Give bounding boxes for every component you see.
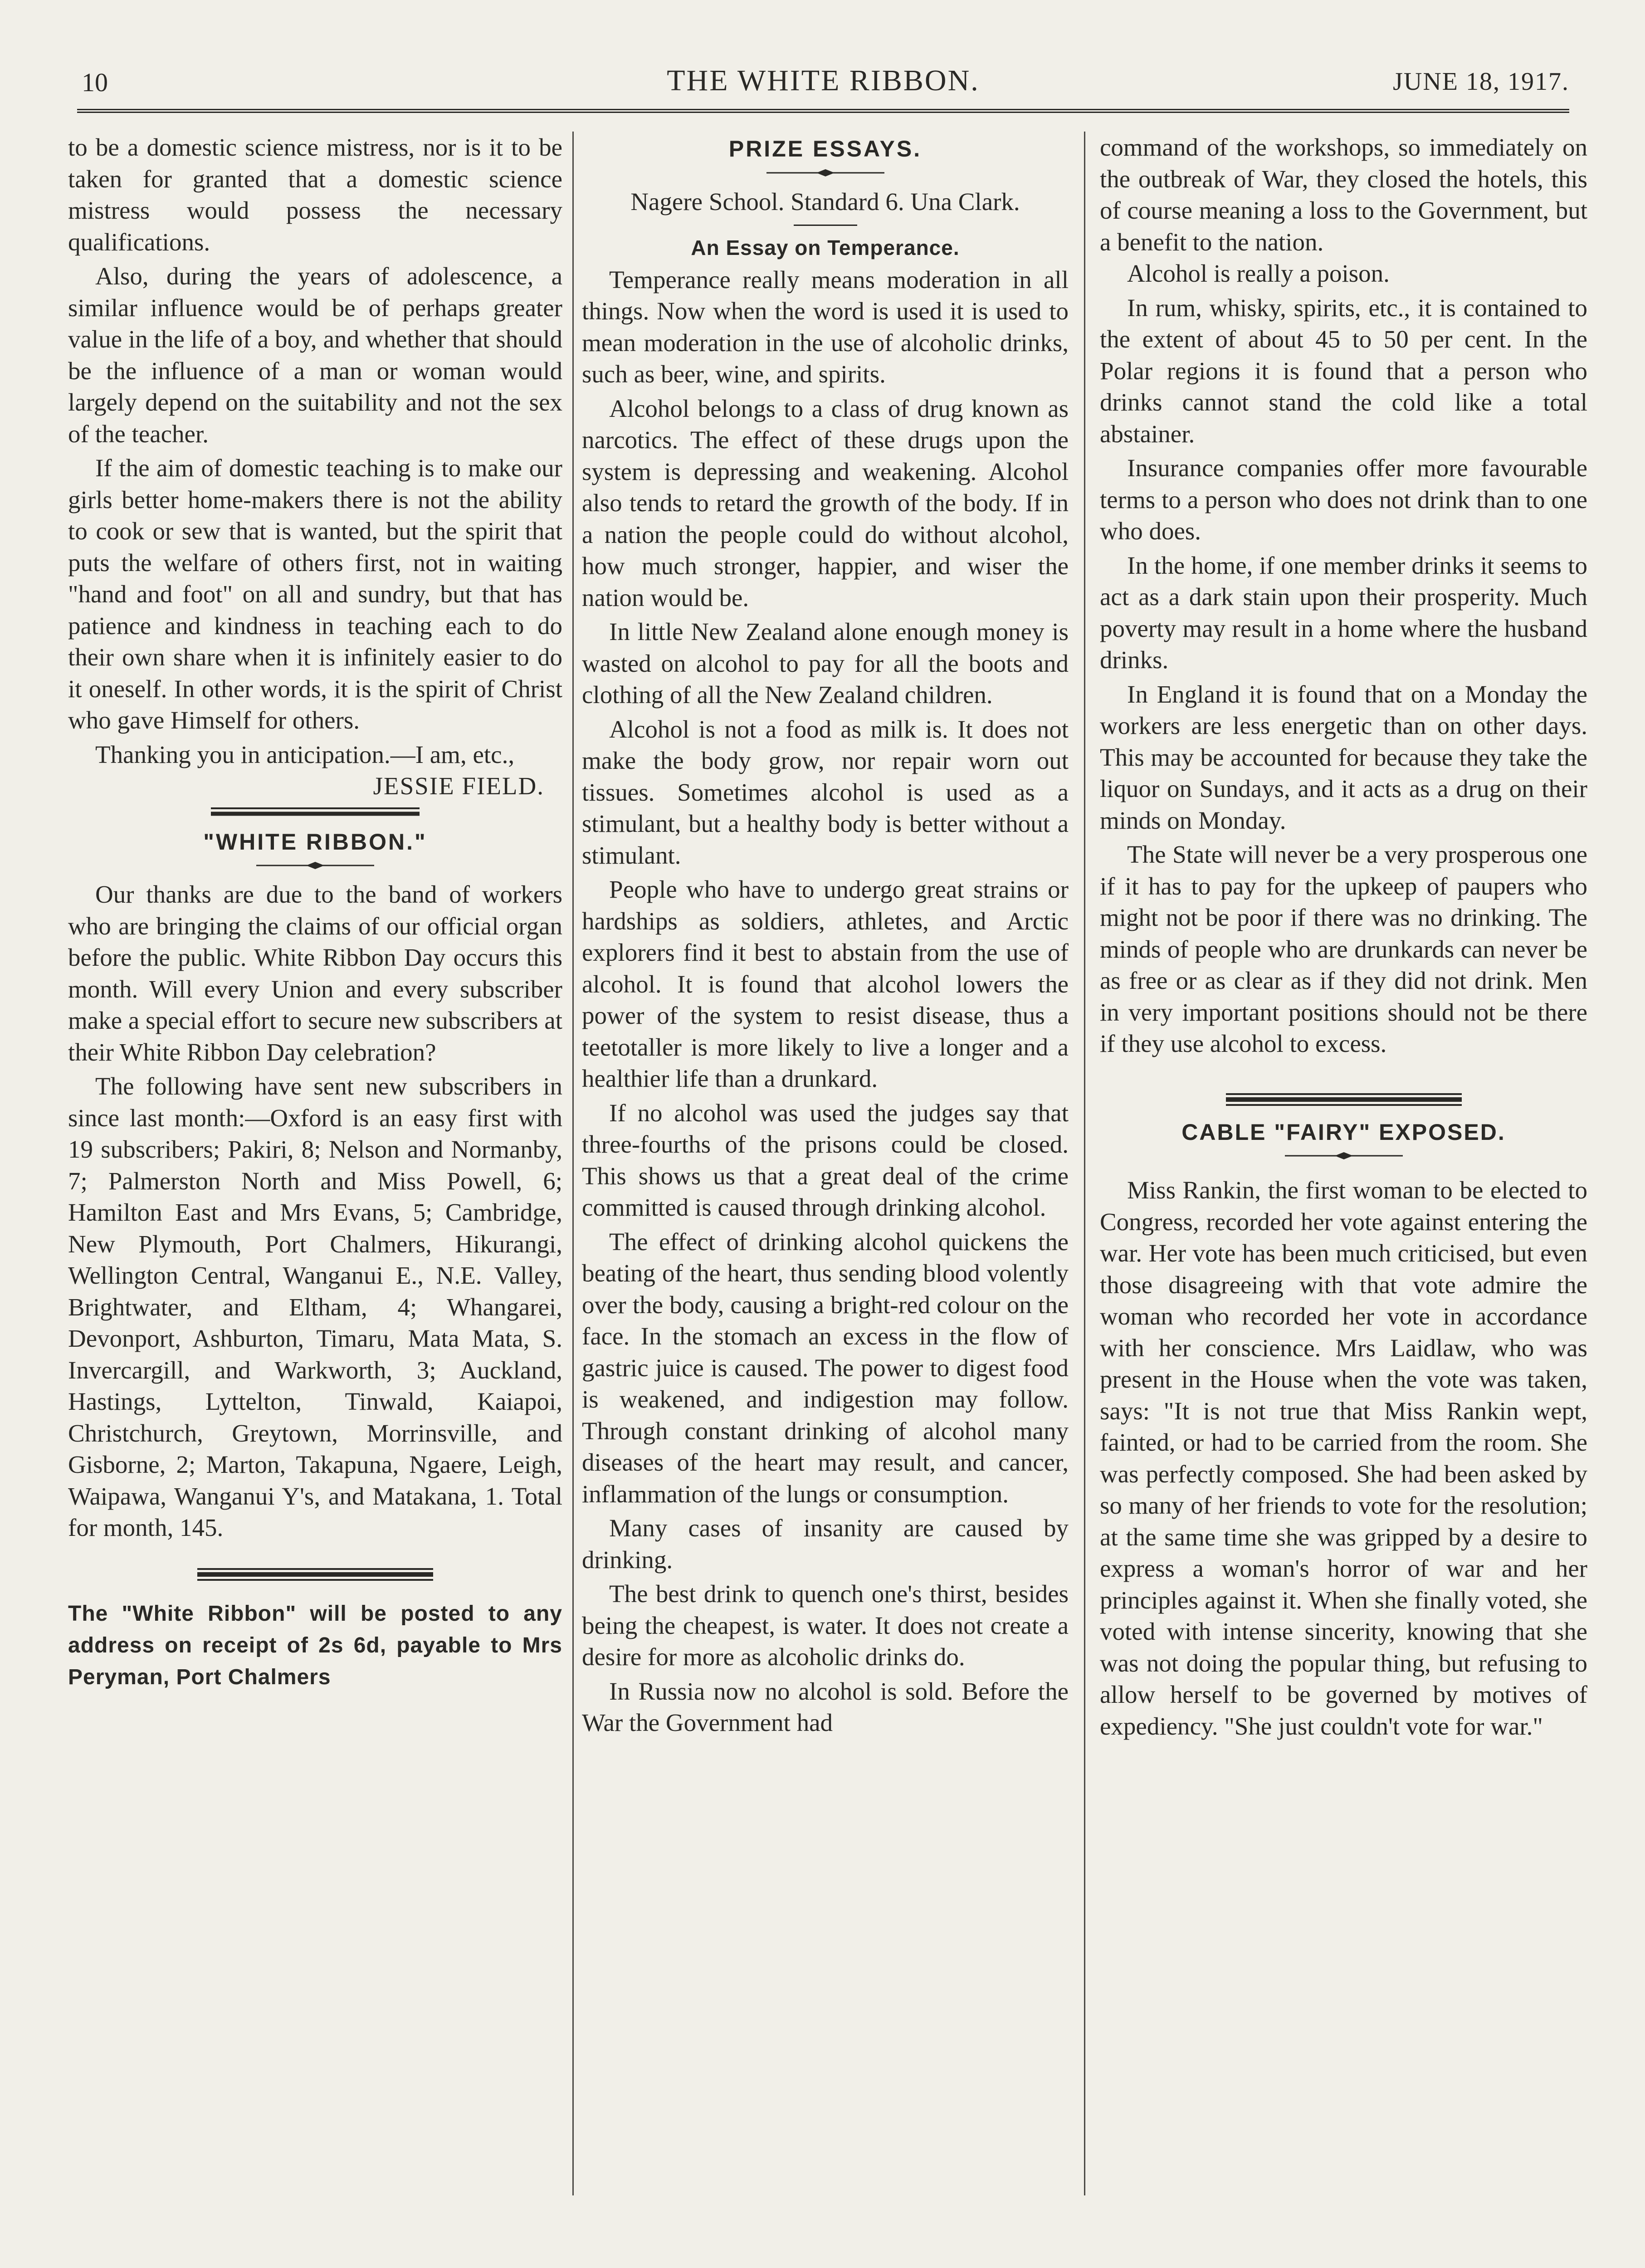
newspaper-title: THE WHITE RIBBON.	[667, 64, 980, 97]
paragraph: If no alcohol was used the judges say that three-fourths of the prisons could be closed. This shows us that a great deal of the crime committed is caused through drinking alcohol.	[582, 1099, 1069, 1221]
paragraph: Many cases of insanity are caused by drinking.	[582, 1514, 1069, 1574]
paragraph: People who have to undergo great strains or hardships as soldiers, athletes, and Arctic explorers find it best to abstain from the use of alcohol. It is found that alcohol lowers the power of the system to resist disease, thus a teetotaller is more likely to live a longer and a healthier life than a drunkard.	[582, 875, 1069, 1092]
paragraph: In England it is found that on a Monday the workers are less energetic than on other days. This may be accounted for because they take the liquor on Sundays, and it acts as a drug on their minds on Monday.	[1100, 680, 1587, 834]
column-divider-2	[1084, 132, 1085, 2195]
column-3	[1100, 132, 1587, 1742]
page-header	[77, 59, 1569, 109]
paragraph: Temperance really means moderation in all things. Now when the word is used it is used to mean moderation in the use of alcoholic drinks, such as beer, wine, and spirits.	[582, 265, 1069, 388]
paragraph: Thanking you in anticipation.—I am, etc.,	[95, 740, 515, 768]
column-divider-1	[572, 132, 574, 2195]
paragraph: The effect of drinking alcohol quickens the beating of the heart, thus sending blood volently over the body, causing a bright-red colour on the face. In the stomach an excess in the flow of gastric juice is caused. The power to digest food is weakened, and indigestion may follow. Through constant drinking of alcohol many diseases of the heart may result, and cancer, inflammation of the lungs or consumption.	[582, 1227, 1069, 1508]
paragraph: Also, during the years of adolescence, a similar influence would be of perhaps greater value in the life of a boy, and whether that should be the influence of a man or woman would largely depend on the suitability and not the sex of the teacher.	[68, 262, 562, 448]
letter-signature: JESSIE FIELD.	[373, 772, 544, 800]
paragraph: Our thanks are due to the band of workers who are bringing the claims of our official organ before the public. White Ribbon Day occurs this month. Will every Union and every subscriber make a special effort to secure new subscribers at their White Ribbon Day celebration?	[68, 880, 562, 1066]
cable-fairy-heading: CABLE "FAIRY" EXPOSED.	[1181, 1119, 1506, 1145]
paragraph: Insurance companies offer more favourable terms to a person who does not drink than to one who does.	[1100, 454, 1587, 545]
paragraph: If the aim of domestic teaching is to make our girls better home-makers there is not the ability to cook or sew that is wanted, but the spirit that puts the welfare of others first, not in waiting "hand and foot" on all and sundry, but that has patience and kindness in teaching each to do their own share when it is infinitely easier to do it oneself. In other words, it is the spirit of Christ who gave Himself for others.	[68, 454, 562, 734]
column-2	[582, 132, 1069, 1739]
page-number: 10	[82, 68, 108, 97]
paragraph: Alcohol is not a food as milk is. It does not make the body grow, nor repair worn out tissues. Sometimes alcohol is used as a stimulant, but a healthy body is better without a stimulant.	[582, 715, 1069, 869]
subscription-notice: The "White Ribbon" will be posted to any address on receipt of 2s 6d, payable to Mrs Peryman, Port Chalmers	[68, 1601, 562, 1689]
heading-diamond-icon	[256, 860, 374, 870]
essay-title: An Essay on Temperance.	[691, 236, 960, 259]
paragraph: In little New Zealand alone enough money is wasted on alcohol to pay for all the boots and clothing of all the New Zealand children.	[582, 618, 1069, 709]
heading-diamond-icon	[1285, 1151, 1403, 1161]
section-divider-ornament	[1226, 1091, 1462, 1108]
section-divider-ornament	[211, 805, 420, 818]
paragraph: In rum, whisky, spirits, etc., it is contained to the extent of about 45 to 50 per cent. In the Polar regions it is found that a person who drinks cannot stand the cold like a total abstainer.	[1100, 293, 1587, 448]
prize-essays-heading: PRIZE ESSAYS.	[728, 136, 922, 161]
paragraph: Miss Rankin, the first woman to be elected to Congress, recorded her vote against entering the war. Her vote has been much criticised, but even those disagreeing with that vote admire the woman who recorded her vote in accordance with her conscience. Mrs Laidlaw, who was present in the House when the vote was taken, says: "It is not true that Miss Rankin wept, fainted, or had to be carried from the room. She was perfectly composed. She had been asked by so many of her friends to vote for the resolution; at the same time she was gripped by a desire to express a woman's horror of war and her principles against it. When she finally voted, she voted with intense sincerity, knowing that she was not doing the popular thing, but refusing to allow herself to be governed by motives of expediency. "She just couldn't vote for war."	[1100, 1176, 1587, 1740]
header-rule	[77, 109, 1569, 113]
paragraph: to be a domestic science mistress, nor is it to be taken for granted that a domestic science mistress would possess the necessary qualifications.	[68, 133, 562, 256]
paragraph: In the home, if one member drinks it seems to act as a dark stain upon their prosperity. Much poverty may result in a home where the husband drinks.	[1100, 551, 1587, 674]
heading-diamond-icon	[766, 168, 884, 178]
short-divider	[794, 225, 857, 226]
paragraph: In Russia now no alcohol is sold. Before the War the Government had	[582, 1677, 1069, 1736]
section-divider-ornament	[197, 1566, 433, 1583]
issue-date: JUNE 18, 1917.	[1393, 68, 1569, 96]
paragraph: The State will never be a very prosperous one if it has to pay for the upkeep of paupers who might not be poor if there was no drinking. The minds of people who are drunkards can never be as free or as clear as if they did not drink. Men in very important positions should not be there if they use alcohol to excess.	[1100, 841, 1587, 1057]
paragraph: command of the workshops, so immediately on the outbreak of War, they closed the hotels, this of course meaning a loss to the Government, but a benefit to the nation.	[1100, 133, 1587, 256]
paragraph: Alcohol belongs to a class of drug known as narcotics. The effect of these drugs upon the system is depressing and weakening. Alcohol also tends to retard the growth of the body. If in a nation the people could do without alcohol, how much stronger, happier, and wiser the nation would be.	[582, 394, 1069, 611]
essay-byline: Nagere School. Standard 6. Una Clark.	[630, 187, 1020, 215]
paragraph: The following have sent new subscribers in since last month:—Oxford is an easy first with 19 subscribers; Pakiri, 8; Nelson and Normanby, 7; Palmerston North and Miss Powell, 6; Hamilton East and Mrs Evans, 5; Cambridge, New Plymouth, Port Chalmers, Hikurangi, Wellington Central, Wanganui E., N.E. Valley, Brightwater, and Eltham, 4; Whangarei, Devonport, Ashburton, Timaru, Mata Mata, S. Invercargill, and Warkworth, 3; Auckland, Hastings, Lyttelton, Tinwald, Kaiapoi, Christchurch, Greytown, Morrinsville, and Gisborne, 2; Marton, Takapuna, Ngaere, Leigh, Waipawa, Wanganui Y's, and Matakana, 1. Total for month, 145.	[68, 1072, 562, 1541]
paragraph: The best drink to quench one's thirst, besides being the cheapest, is water. It does not create a desire for more as alcoholic drinks do.	[582, 1580, 1069, 1671]
column-1	[68, 132, 562, 1693]
white-ribbon-heading: "WHITE RIBBON."	[203, 829, 427, 855]
paragraph: Alcohol is really a poison.	[1127, 259, 1390, 287]
